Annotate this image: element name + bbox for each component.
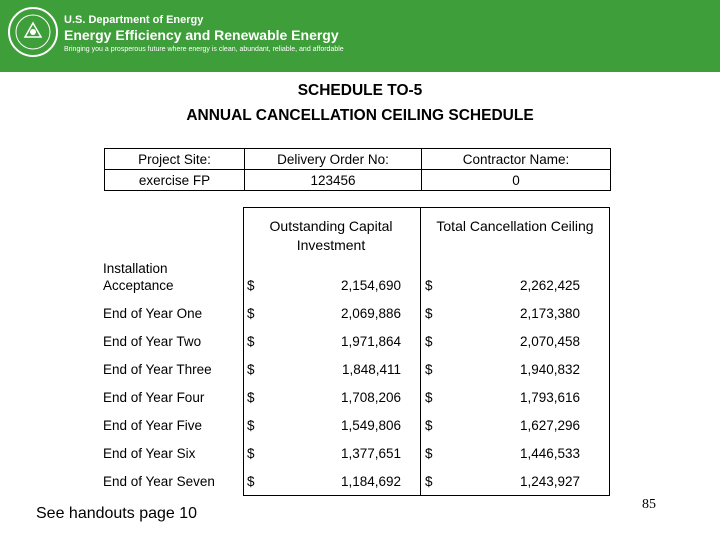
column-header-investment: Outstanding Capital Investment — [269, 218, 393, 253]
row-label: End of Year Six — [103, 446, 196, 461]
ceiling-value: 1,243,927 — [519, 474, 580, 489]
currency-symbol: $ — [425, 390, 433, 405]
handouts-note: See handouts page 10 — [36, 505, 198, 522]
project-site-value: exercise FP — [105, 170, 245, 191]
delivery-order-header: Delivery Order No: — [245, 149, 422, 170]
ceiling-value: 1,446,533 — [519, 446, 580, 461]
currency-symbol: $ — [425, 474, 433, 489]
row-label: End of Year Seven — [103, 474, 215, 489]
investment-value: 2,069,886 — [340, 306, 401, 321]
schedule-subtitle: ANNUAL CANCELLATION CEILING SCHEDULE — [186, 107, 534, 124]
column-header-ceiling: Total Cancellation Ceiling — [436, 218, 594, 234]
project-site-header: Project Site: — [105, 149, 245, 170]
ceiling-value: 2,173,380 — [519, 306, 580, 321]
ceiling-value: 1,793,616 — [519, 390, 580, 405]
table-row — [0, 302, 720, 322]
currency-symbol: $ — [425, 362, 433, 377]
ceiling-value: 1,627,296 — [519, 418, 580, 433]
row-label: End of Year Three — [103, 362, 212, 377]
table-row — [0, 358, 720, 378]
currency-symbol: $ — [247, 474, 255, 489]
currency-symbol: $ — [247, 362, 255, 377]
ceiling-value: 1,940,832 — [519, 362, 580, 377]
office-name: Energy Efficiency and Renewable Energy — [64, 27, 339, 43]
ceiling-value: 2,070,458 — [519, 334, 580, 349]
header-banner — [0, 0, 720, 72]
tagline: Bringing you a prosperous future where energy is clean, abundant, reliable, and affordable — [64, 46, 344, 53]
currency-symbol: $ — [247, 390, 255, 405]
investment-value: 1,377,651 — [340, 446, 401, 461]
currency-symbol: $ — [247, 418, 255, 433]
currency-symbol: $ — [425, 306, 433, 321]
investment-value: 1,848,411 — [341, 362, 401, 377]
ceiling-value: 2,262,425 — [519, 278, 580, 293]
currency-symbol: $ — [247, 334, 255, 349]
org-name: U.S. Department of Energy — [64, 14, 204, 26]
investment-value: 1,549,806 — [340, 418, 401, 433]
page-number: 85 — [642, 497, 656, 512]
table-row — [0, 470, 720, 490]
investment-value: 1,971,864 — [340, 334, 401, 349]
investment-value: 1,184,692 — [340, 474, 401, 489]
doe-seal-icon — [8, 7, 58, 57]
table-row — [0, 386, 720, 406]
row-label: Installation Acceptance — [103, 261, 174, 293]
table-row — [0, 414, 720, 434]
currency-symbol: $ — [425, 278, 433, 293]
investment-value: 2,154,690 — [340, 278, 401, 293]
schedule-title: SCHEDULE TO-5 — [297, 82, 423, 99]
contractor-name-value: 0 — [422, 170, 611, 191]
delivery-order-value: 123456 — [245, 170, 422, 191]
currency-symbol: $ — [247, 306, 255, 321]
row-label: End of Year One — [103, 306, 203, 321]
investment-value: 1,708,206 — [340, 390, 401, 405]
row-label: End of Year Two — [103, 334, 202, 349]
contractor-name-header: Contractor Name: — [422, 149, 611, 170]
currency-symbol: $ — [425, 418, 433, 433]
currency-symbol: $ — [247, 446, 255, 461]
row-label: End of Year Five — [103, 418, 203, 433]
table-row — [0, 261, 720, 294]
table-row — [0, 330, 720, 350]
currency-symbol: $ — [425, 446, 433, 461]
project-info-table — [104, 148, 611, 191]
row-label: End of Year Four — [103, 390, 205, 405]
currency-symbol: $ — [247, 278, 255, 293]
table-row — [0, 442, 720, 462]
currency-symbol: $ — [425, 334, 433, 349]
